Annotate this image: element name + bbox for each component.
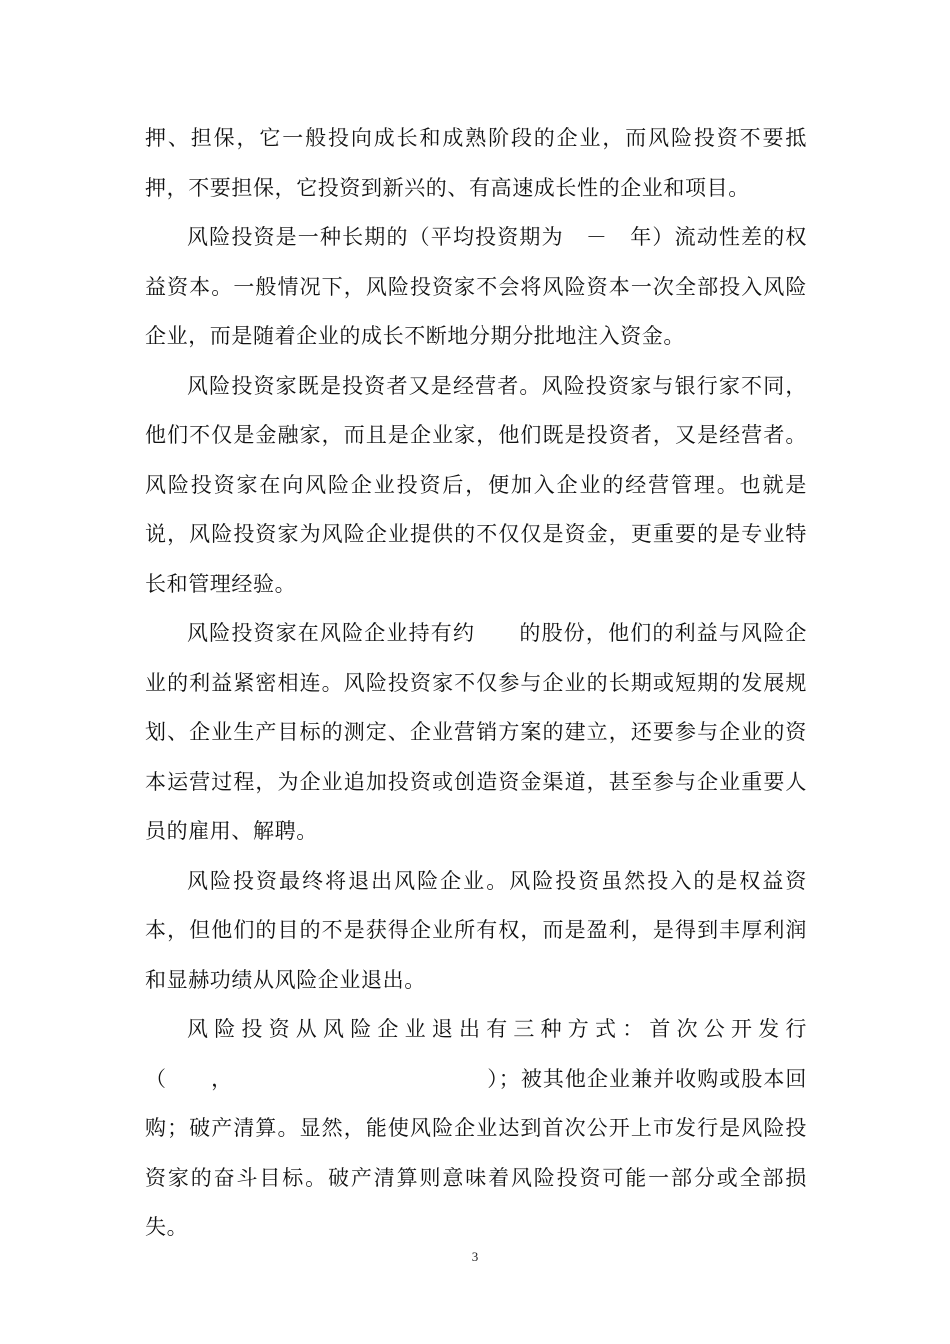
paragraph-investor-manager: 风险投资家既是投资者又是经营者。风险投资家与银行家不同，他们不仅是金融家，而且是企业家，他们既是投资者，又是经营者。风险投资家在向风险企业投资后，便加入企业的经营管理。也就是说，风险投资家为风险企业提供的不仅仅是资金，更重要的是专业特长和管理经验。 — [145, 373, 807, 596]
paragraph-shareholding: 风险投资家在风险企业持有约 的股份，他们的利益与风险企业的利益紧密相连。风险投资家不仅参与企业的长期或短期的发展规划、企业生产目标的测定、企业营销方案的建立，还要参与企业的资本运营过程，为企业追加投资或创造资金渠道，甚至参与企业重要人员的雇用、解聘。 — [145, 621, 807, 843]
paragraph-exit-methods: 风险投资从风险企业退出有三种方式：首次公开发行（ ， ）；被其他企业兼并收购或股本回购；破产清算。显然，能使风险企业达到首次公开上市发行是风险投资家的奋斗目标。破产清算则意味着风险投资可能一部分或全部损失。 — [145, 1017, 807, 1239]
paragraph-long-term-capital: 风险投资是一种长期的（平均投资期为 － 年）流动性差的权益资本。一般情况下，风险投资家不会将风险资本一次全部投入风险企业，而是随着企业的成长不断地分期分批地注入资金。 — [145, 225, 807, 348]
paragraph-continuation: 押、担保，它一般投向成长和成熟阶段的企业，而风险投资不要抵押，不要担保，它投资到新兴的、有高速成长性的企业和项目。 — [145, 126, 807, 200]
document-body — [145, 114, 807, 1253]
page-number: 3 — [471, 1249, 479, 1264]
paragraph-exit: 风险投资最终将退出风险企业。风险投资虽然投入的是权益资本，但他们的目的不是获得企业所有权，而是盈利，是得到丰厚利润和显赫功绩从风险企业退出。 — [145, 868, 807, 992]
